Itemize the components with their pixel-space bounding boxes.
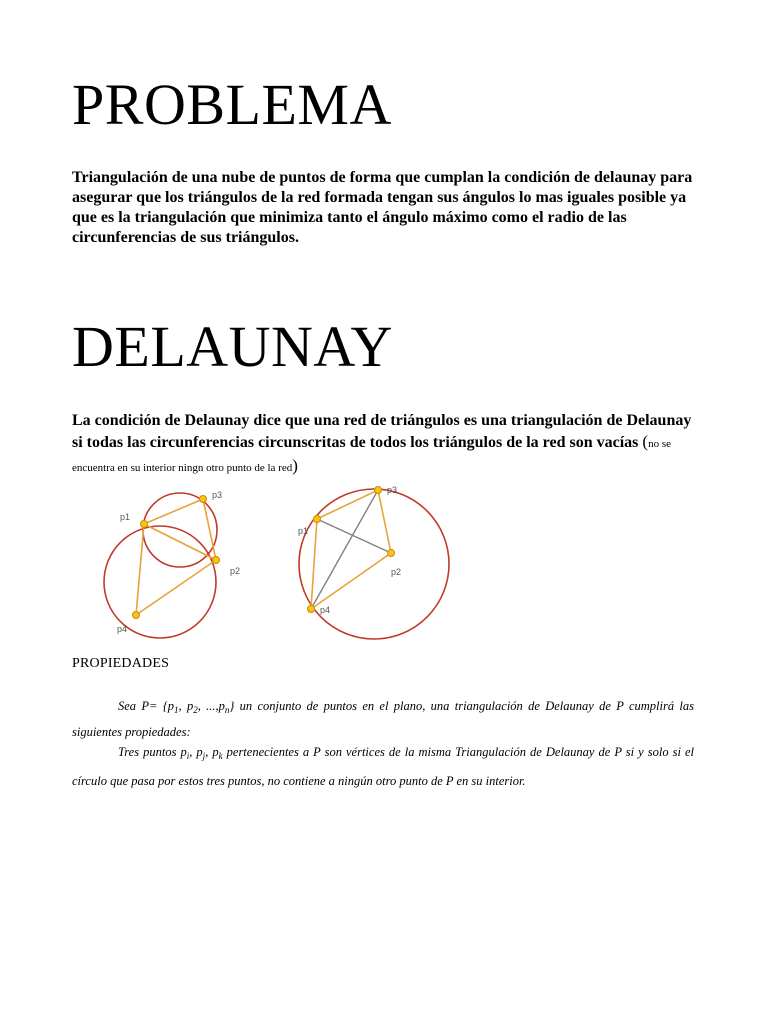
delaunay-paragraph: [72, 410, 694, 479]
prop2-sub-k: k: [218, 751, 223, 761]
figure-left-svg: [100, 482, 260, 642]
prop2-text-d: pertenecientes a P son vértices de la misma Triangulación de Delaunay de P si y solo si el círculo que pasa por estos tres puntos, no contiene a ningún otro punto de P en su interior.: [72, 745, 695, 788]
prop2-text-c: , p: [205, 745, 219, 759]
point-p1: [314, 516, 321, 523]
point-p1: [141, 521, 148, 528]
prop2-text-b: , p: [189, 745, 203, 759]
label-p2: p2: [391, 567, 402, 577]
diagonal-b: [311, 490, 378, 609]
property-three-points: [72, 740, 694, 794]
point-p2: [213, 557, 220, 564]
label-p2: p2: [230, 566, 241, 576]
figure-right-svg: [290, 480, 460, 650]
paren-close: ): [292, 456, 298, 475]
point-p4: [308, 606, 315, 613]
triangle-lower: [136, 524, 216, 615]
prop1-sub-2: 2: [193, 705, 198, 715]
prop1-text-a: Sea P= {p: [118, 699, 174, 713]
prop1-text-b: , p: [178, 699, 194, 713]
prop2-sub-j: j: [202, 751, 206, 761]
prop2-text-a: Tres puntos p: [118, 745, 187, 759]
prop1-text-d: } un conjunto de puntos en el plano, una triangulación de Delaunay de P cumplirá las siguientes propiedades:: [72, 699, 694, 739]
point-p4: [133, 612, 140, 619]
label-p4: p4: [117, 624, 128, 634]
problema-paragraph: Triangulación de una nube de puntos de forma que cumplan la condición de delaunay para asegurar que los triángulos de la red formada tengan sus ángulos lo mas iguales posible ya que es la triangulación que minimiza tanto el ángulo máximo como el radio de las circunferencias de sus triángulos.: [72, 169, 693, 246]
figure-delaunay: [290, 480, 460, 650]
point-p3: [375, 487, 382, 494]
heading-delaunay: DELAUNAY: [72, 314, 393, 379]
label-p4: p4: [320, 605, 331, 615]
label-p1: p1: [298, 526, 309, 536]
delaunay-note: no se encuentra en su interior ningn otro punto de la red: [72, 438, 671, 474]
heading-propiedades: PROPIEDADES: [72, 656, 170, 671]
label-p3: p3: [387, 485, 398, 495]
prop1-sub-n: n: [224, 705, 230, 715]
figure-non-delaunay: [100, 482, 260, 642]
label-p1: p1: [120, 512, 131, 522]
paren-open: (: [642, 432, 649, 451]
circumcircle-lower: [104, 526, 216, 638]
prop1-sub-1: 1: [174, 705, 179, 715]
prop2-sub-i: i: [186, 751, 190, 761]
point-p3: [200, 496, 207, 503]
prop1-text-c: , ...,p: [197, 699, 225, 713]
property-definition: [72, 695, 694, 743]
label-p3: p3: [212, 490, 223, 500]
delaunay-text: La condición de Delaunay dice que una red de triángulos es una triangulación de Delaunay si todas las circunferencias circunscritas de todos los triángulos de la red son vacías: [72, 412, 692, 451]
point-p2: [388, 550, 395, 557]
heading-problema: PROBLEMA: [72, 72, 392, 137]
diagonal-a: [317, 519, 391, 553]
quad-edges: [311, 490, 391, 609]
